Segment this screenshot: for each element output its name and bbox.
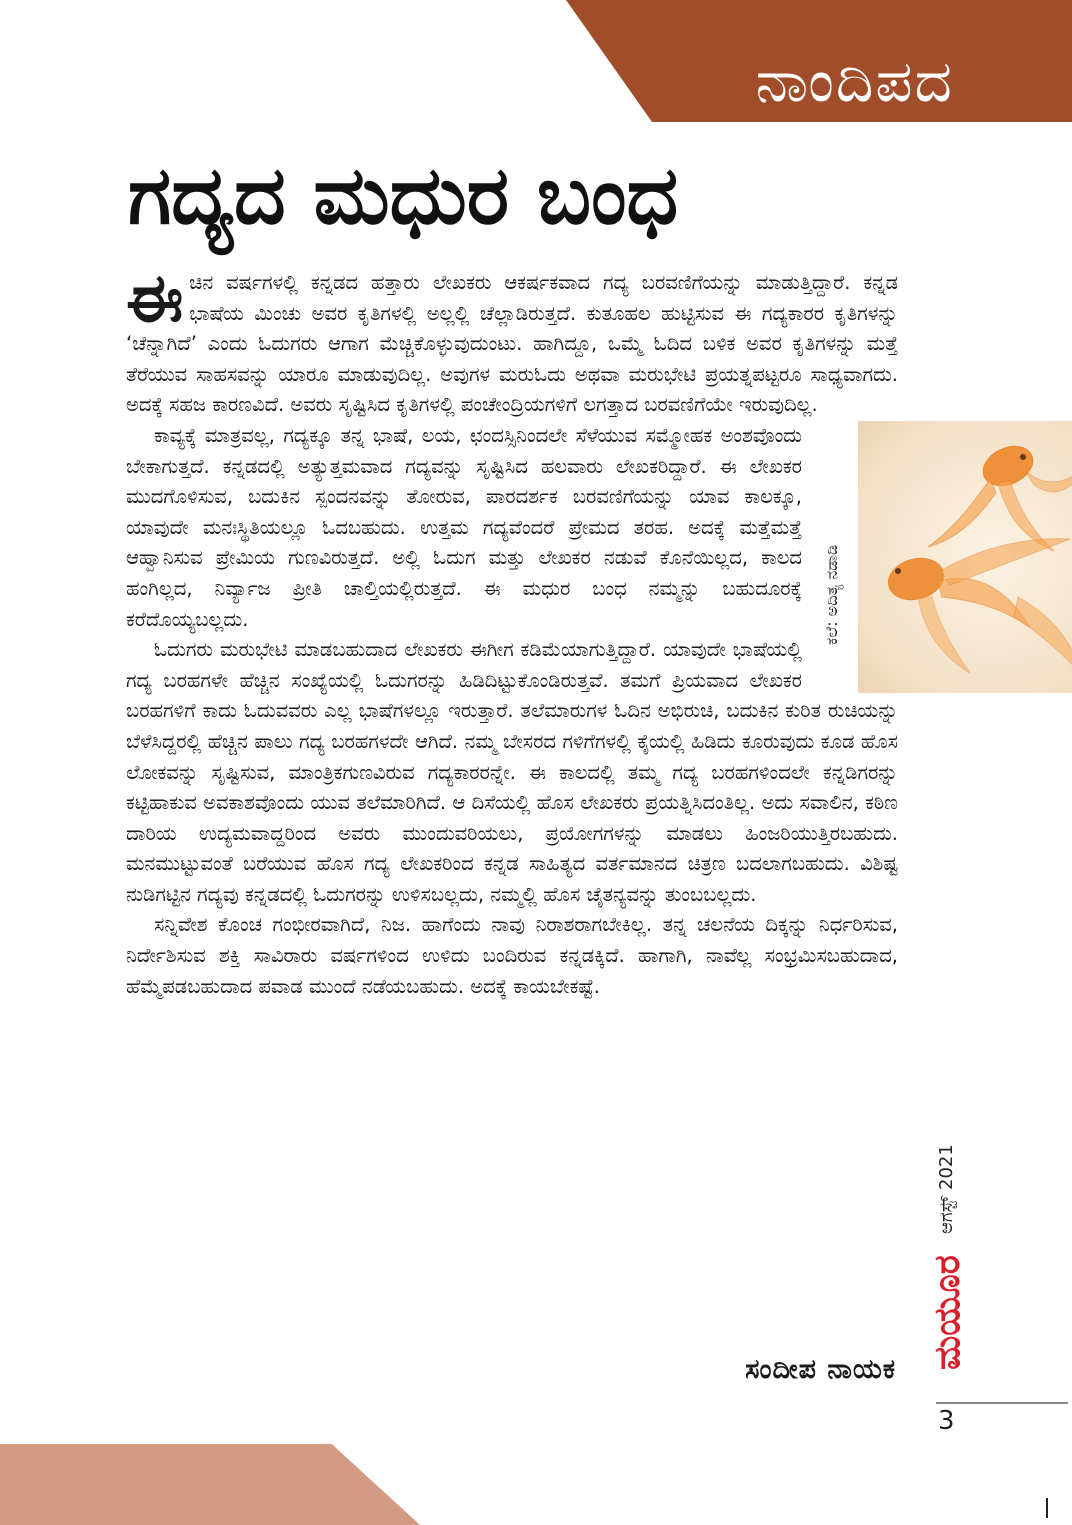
section-label: ನಾಂದಿಪದ [755,47,954,115]
magazine-logo: ಮಯೂರ [927,1255,968,1371]
paragraph-2 [126,421,898,645]
photo-credit: ಕಲೆ: ಅದಿತ್ಯ ನಡಾಡಿ [822,544,841,645]
paragraph-4: ಸನ್ನಿವೇಶ ಕೊಂಚ ಗಂಭೀರವಾಗಿದೆ, ನಿಜ. ಹಾಗೆಂದು ನಾವು ನಿರಾಶರಾಗಬೇಕಿಲ್ಲ. ತನ್ನ ಚಲನೆಯ ದಿಕ್ಕನ್ನು ನಿರ್ಧರಿಸುವ, ನಿರ್ದೇಶಿಸುವ ಶಕ್ತಿ ಸಾವಿರಾರು ವರ್ಷಗಳಿಂದ ಉಳಿದು ಬಂದಿರುವ ಕನ್ನಡಕ್ಕಿದೆ. ಹಾಗಾಗಿ, ನಾವೆಲ್ಲ ಸಂಭ್ರಮಿಸಬಹುದಾದ, ಹೆಮ್ಮೆಪಡಬಹುದಾದ ಪವಾಡ ಮುಂದೆ ನಡೆಯಬಹುದು. ಅದಕ್ಕೆ ಕಾಯಬೇಕಷ್ಟೆ. [126,913,898,998]
article-title: ಗದ್ಯದ ಮಧುರ ಬಂಧ [128,149,679,242]
folio-rule [936,1402,1068,1404]
footer-bar [0,1444,420,1525]
page-number: 3 [938,1406,955,1436]
author-byline: ಸಂದೀಪ ನಾಯಕ [745,1354,896,1385]
drop-cap: ಈ [126,260,184,337]
paragraph-1 [126,260,898,421]
article-body [126,260,898,1002]
goldfish-illustration [858,421,1072,693]
crop-mark [1046,1498,1048,1518]
paragraph-1-text: ಚಿನ ವರ್ಷಗಳಲ್ಲಿ ಕನ್ನಡದ ಹತ್ತಾರು ಲೇಖಕರು ಆಕರ್ಷಕವಾದ ಗದ್ಯ ಬರವಣಿಗೆಯನ್ನು ಮಾಡುತ್ತಿದ್ದಾರೆ. ಕನ್ನಡ ಭಾಷೆಯ ಮಿಂಚು ಅವರ ಕೃತಿಗಳಲ್ಲಿ ಅಲ್ಲಲ್ಲಿ ಚೆಲ್ಲಾಡಿರುತ್ತದೆ. ಕುತೂಹಲ ಹುಟ್ಟಿಸುವ ಈ ಗದ್ಯಕಾರರ ಕೃತಿಗಳನ್ನು ‘ಚೆನ್ನಾಗಿದೆ’ ಎಂದು ಓದುಗರು ಆಗಾಗ ಮೆಚ್ಚಿಕೊಳ್ಳುವುದುಂಟು. ಹಾಗಿದ್ದೂ, ಒಮ್ಮೆ ಓದಿದ ಬಳಿಕ ಅವರ ಕೃತಿಗಳನ್ನು ಮತ್ತೆ ತೆರೆಯುವ ಸಾಹಸವನ್ನು ಯಾರೂ ಮಾಡುವುದಿಲ್ಲ. ಅವುಗಳ ಮರುಓದು ಅಥವಾ ಮರುಭೇಟಿ ಪ್ರಯತ್ನಪಟ್ಟರೂ ಸಾಧ್ಯವಾಗದು. ಅದಕ್ಕೆ ಸಹಜ ಕಾರಣವಿದೆ. ಅವರು ಸೃಷ್ಟಿಸಿದ ಕೃತಿಗಳಲ್ಲಿ ಪಂಚೇಂದ್ರಿಯಗಳಿಗೆ ಲಗತ್ತಾದ ಬರವಣಿಗೆಯೇ ಇರುವುದಿಲ್ಲ. [126,271,898,417]
issue-date: ಆಗಸ್ಟ್ 2021 [936,1144,957,1234]
illustration-block [818,421,1072,693]
paragraph-2-text: ಕಾವ್ಯಕ್ಕೆ ಮಾತ್ರವಲ್ಲ, ಗದ್ಯಕ್ಕೂ ತನ್ನ ಭಾಷೆ, ಲಯ, ಛಂದಸ್ಸಿನಿಂದಲೇ ಸೆಳೆಯುವ ಸಮ್ಮೋಹಕ ಅಂಶವೊಂದು ಬೇಕಾಗುತ್ತದೆ. ಕನ್ನಡದಲ್ಲಿ ಅತ್ಯುತ್ತಮವಾದ ಗದ್ಯವನ್ನು ಸೃಷ್ಟಿಸಿದ ಹಲವಾರು ಲೇಖಕರಿದ್ದಾರೆ. ಈ ಲೇಖಕರ ಮುದಗೊಳಿಸುವ, ಬದುಕಿನ ಸ್ಪಂದನವನ್ನು ತೋರುವ, ಪಾರದರ್ಶಕ ಬರವಣಿಗೆಯನ್ನು ಯಾವ ಕಾಲಕ್ಕೂ, ಯಾವುದೇ ಮನಃಸ್ಥಿತಿಯಲ್ಲೂ ಓದಬಹುದು. ಉತ್ತಮ ಗದ್ಯವೆಂದರೆ ಪ್ರೇಮದ ತರಹ. ಅದಕ್ಕೆ ಮತ್ತೆಮತ್ತೆ ಆಹ್ವಾನಿಸುವ ಪ್ರೇಮಿಯ ಗುಣವಿರುತ್ತದೆ. ಅಲ್ಲಿ ಓದುಗ ಮತ್ತು ಲೇಖಕರ ನಡುವೆ ಕೊನೆಯಿಲ್ಲದ, ಕಾಲದ ಹಂಗಿಲ್ಲದ, ನಿರ್ವ್ಯಾಜ ಪ್ರೀತಿ ಚಾಲ್ತಿಯಲ್ಲಿರುತ್ತದೆ. ಈ ಮಧುರ ಬಂಧ ನಮ್ಮನ್ನು ಬಹುದೂರಕ್ಕೆ ಕರೆದೊಯ್ಯಬಲ್ಲದು. [126,423,802,631]
paragraph-3: ಓದುಗರು ಮರುಭೇಟಿ ಮಾಡಬಹುದಾದ ಲೇಖಕರು ಈಗೀಗ ಕಡಿಮೆಯಾಗುತ್ತಿದ್ದಾರೆ. ಯಾವುದೇ ಭಾಷೆಯಲ್ಲಿ ಗದ್ಯ ಬರಹಗಳೇ ಹೆಚ್ಚಿನ ಸಂಖ್ಯೆಯಲ್ಲಿ ಓದುಗರನ್ನು ಹಿಡಿದಿಟ್ಟುಕೊಂಡಿರುತ್ತವೆ. ತಮಗೆ ಪ್ರಿಯವಾದ ಲೇಖಕರ ಬರಹಗಳಿಗೆ ಕಾದು ಓದುವವರು ಎಲ್ಲ ಭಾಷೆಗಳಲ್ಲೂ ಇರುತ್ತಾರೆ. ತಲೆಮಾರುಗಳ ಓದಿನ ಅಭಿರುಚಿ, ಬದುಕಿನ ಕುರಿತ ರುಚಿಯನ್ನು ಬೆಳೆಸಿದ್ದರಲ್ಲಿ ಹೆಚ್ಚಿನ ಪಾಲು ಗದ್ಯ ಬರಹಗಳದೇ ಆಗಿದೆ. ನಮ್ಮ ಬೇಸರದ ಗಳಿಗೆಗಳಲ್ಲಿ ಕೈಯಲ್ಲಿ ಹಿಡಿದು ಕೂರುವುದು ಕೂಡ ಹೊಸ ಲೋಕವನ್ನು ಸೃಷ್ಟಿಸುವ, ಮಾಂತ್ರಿಕಗುಣವಿರುವ ಗದ್ಯಕಾರರನ್ನೇ. ಈ ಕಾಲದಲ್ಲಿ ತಮ್ಮ ಗದ್ಯ ಬರಹಗಳಿಂದಲೇ ಕನ್ನಡಿಗರನ್ನು ಕಟ್ಟಿಹಾಕುವ ಅವಕಾಶವೊಂದು ಯುವ ತಲೆಮಾರಿಗಿದೆ. ಆ ದಿಸೆಯಲ್ಲಿ ಹೊಸ ಲೇಖಕರು ಪ್ರಯತ್ನಿಸಿದಂತಿಲ್ಲ. ಅದು ಸವಾಲಿನ, ಕಠಿಣ ದಾರಿಯ ಉದ್ಯಮವಾದ್ದರಿಂದ ಅವರು ಮುಂದುವರಿಯಲು, ಪ್ರಯೋಗಗಳನ್ನು ಮಾಡಲು ಹಿಂಜರಿಯುತ್ತಿರಬಹುದು. ಮನಮುಟ್ಟುವಂತೆ ಬರೆಯುವ ಹೊಸ ಗದ್ಯ ಲೇಖಕರಿಂದ ಕನ್ನಡ ಸಾಹಿತ್ಯದ ವರ್ತಮಾನದ ಚಿತ್ರಣ ಬದಲಾಗಬಹುದು. ವಿಶಿಷ್ಟ ನುಡಿಗಟ್ಟಿನ ಗದ್ಯವು ಕನ್ನಡದಲ್ಲಿ ಓದುಗರನ್ನು ಉಳಿಸಬಲ್ಲದು, ನಮ್ಮಲ್ಲಿ ಹೊಸ ಚೈತನ್ಯವನ್ನು ತುಂಬಬಲ್ಲದು. [126,638,898,906]
